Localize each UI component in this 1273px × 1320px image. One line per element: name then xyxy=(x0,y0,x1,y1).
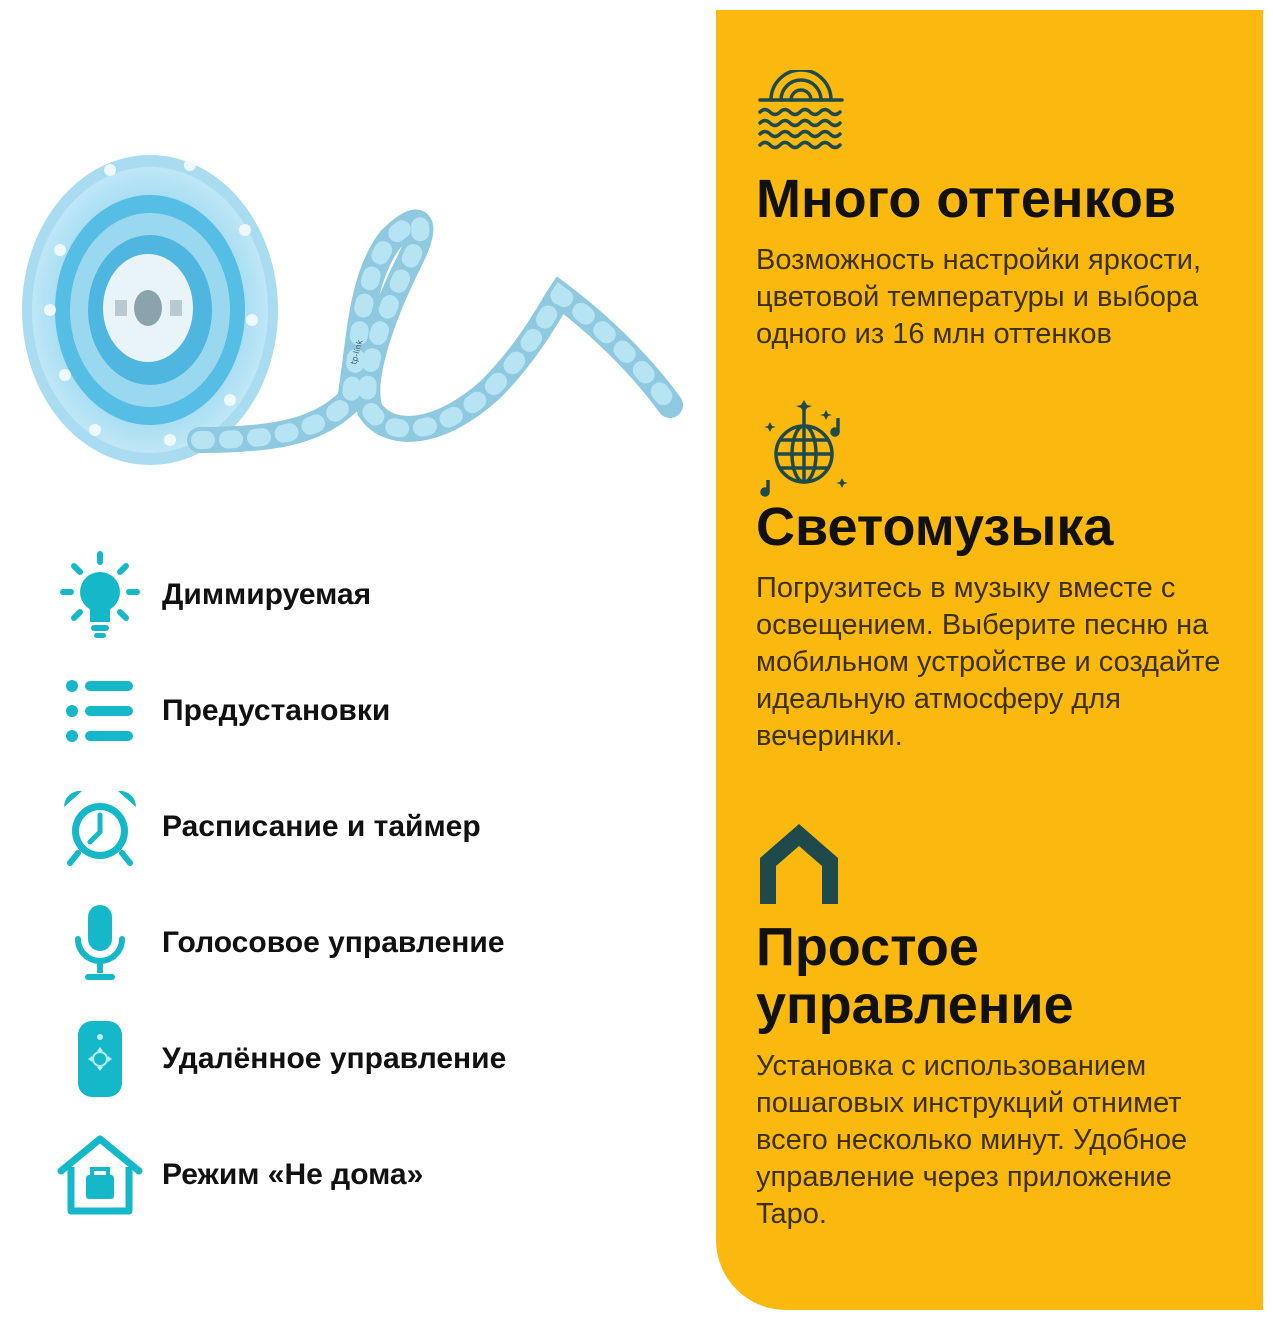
block-light-music xyxy=(756,398,1246,755)
feature-label-dimmable: Диммируемая xyxy=(162,578,372,611)
block-text-easy-control: Установка с использованием пошаговых инструкций отнимет всего несколько минут. Удобное управление через приложение Tapo. xyxy=(756,1050,1188,1230)
remote-icon xyxy=(50,1009,150,1109)
block-title-easy-control: Простое управление xyxy=(756,917,1074,1035)
feature-label-voice: Голосовое управление xyxy=(162,926,505,959)
block-easy-control xyxy=(756,818,1246,1233)
feature-presets xyxy=(50,661,690,761)
feature-label-schedule: Расписание и таймер xyxy=(162,810,481,843)
feature-voice xyxy=(50,893,690,993)
product-image xyxy=(20,140,690,490)
feature-away-mode xyxy=(50,1125,690,1225)
house-icon xyxy=(50,1125,150,1225)
block-text-light-music: Погрузитесь в музыку вместе с освещением. Выберите песню на мобильном устройстве и создайте идеальную атмосферу для вечеринки. xyxy=(756,572,1221,752)
sunset-waves-icon xyxy=(756,70,856,170)
block-title-many-shades: Много оттенков xyxy=(756,169,1177,229)
block-text-many-shades: Возможность настройки яркости, цветовой температуры и выбора одного из 16 млн оттенков xyxy=(756,244,1202,350)
list-icon xyxy=(50,661,150,761)
feature-label-remote: Удалённое управление xyxy=(162,1042,507,1075)
block-title-light-music: Светомузыка xyxy=(756,497,1114,557)
feature-schedule xyxy=(50,777,690,877)
info-panel xyxy=(716,10,1263,1310)
alarm-clock-icon xyxy=(50,777,150,877)
feature-remote xyxy=(50,1009,690,1109)
feature-label-presets: Предустановки xyxy=(162,694,391,727)
block-many-shades xyxy=(756,70,1246,353)
bulb-icon xyxy=(50,545,150,645)
home-outline-icon xyxy=(756,818,856,918)
microphone-icon xyxy=(50,893,150,993)
product-print: tp-link xyxy=(349,338,365,366)
disco-ball-icon xyxy=(756,398,856,498)
feature-label-away-mode: Режим «Не дома» xyxy=(162,1158,424,1191)
feature-dimmable xyxy=(50,545,690,645)
